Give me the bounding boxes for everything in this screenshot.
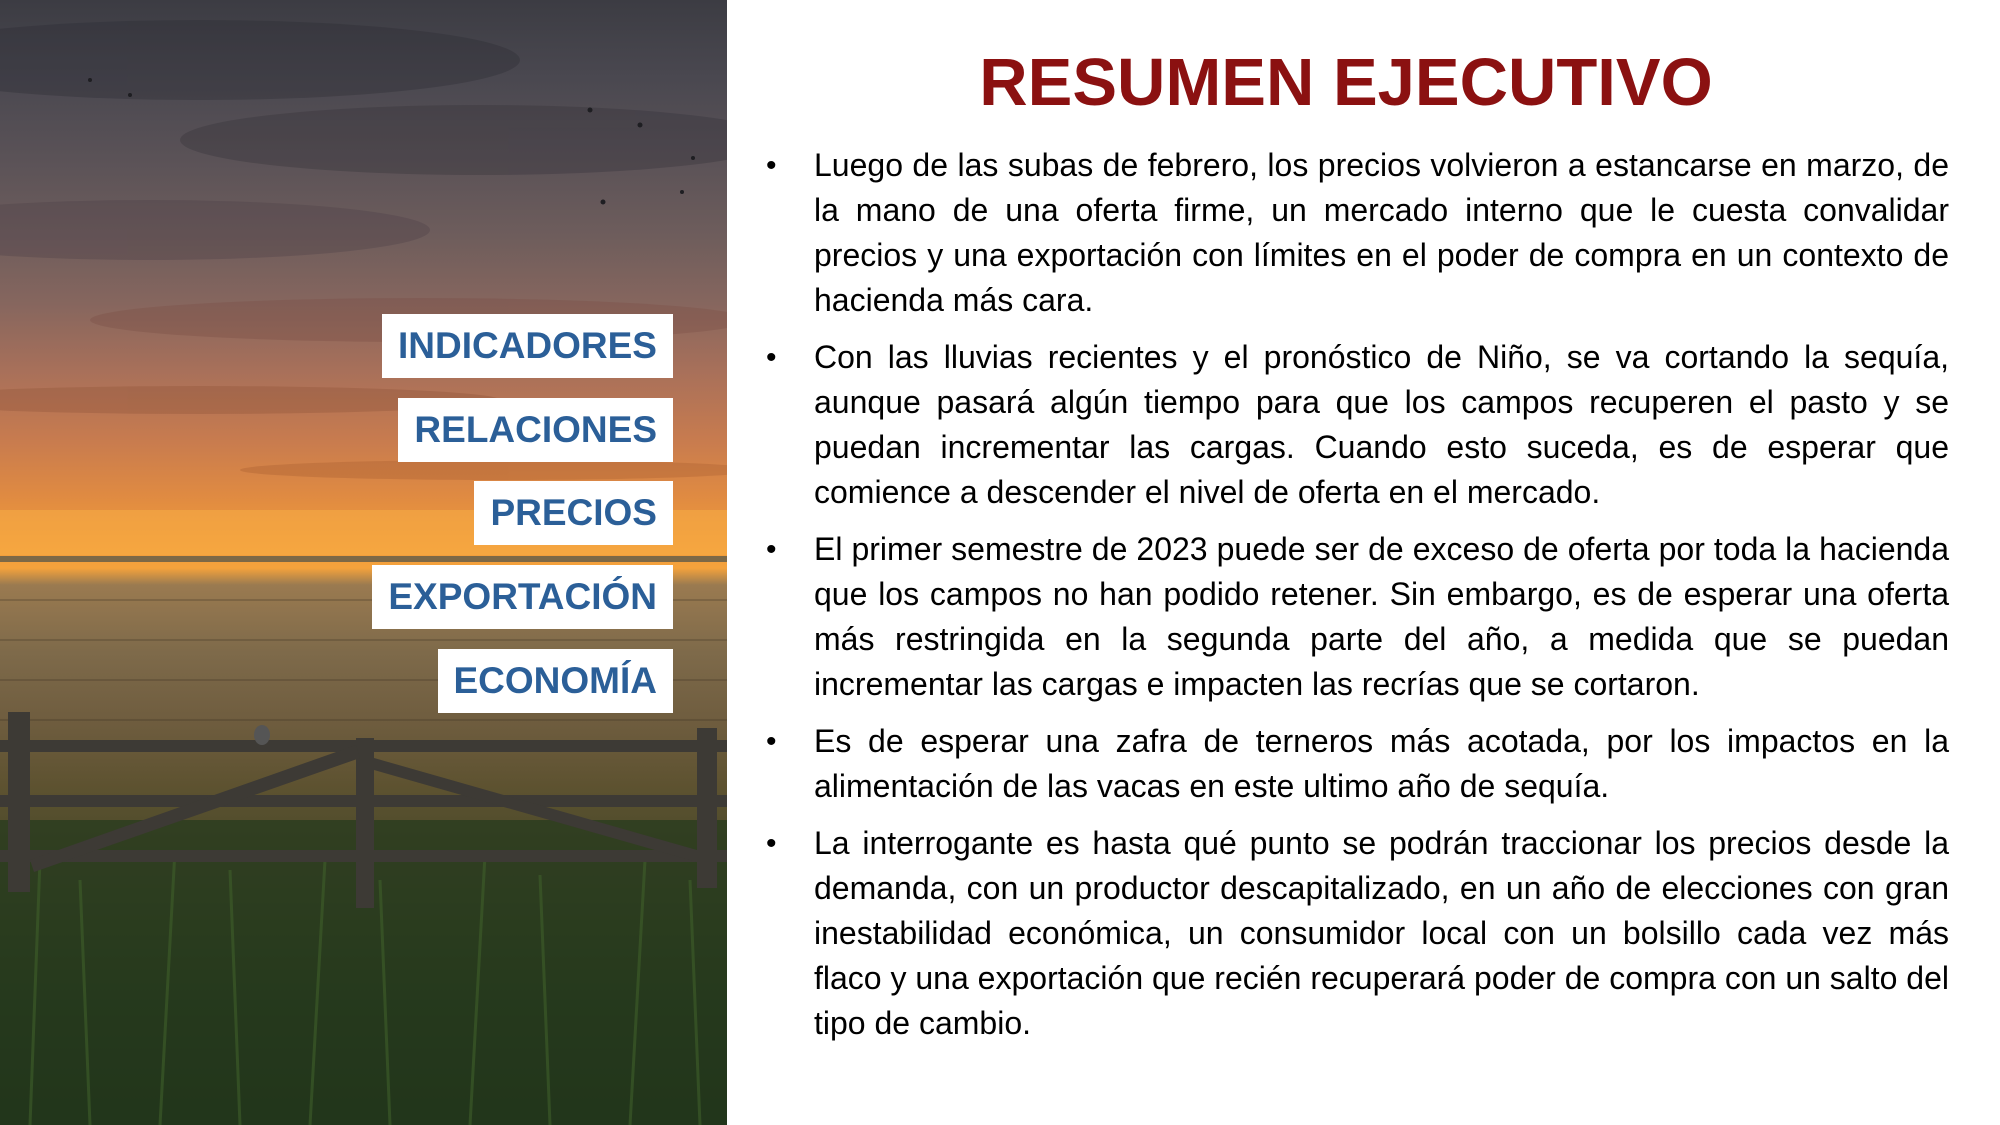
bullet-item [764, 821, 1949, 1046]
bullet-marker: • [766, 533, 777, 566]
bullet-text: Luego de las subas de febrero, los precios volvieron a estancarse en marzo, de la mano de una oferta firme, un mercado interno que le cuesta convalidar precios y una exportación con límites en el poder de compra en un contexto de hacienda más cara. [814, 147, 1949, 318]
bullet-item [764, 527, 1949, 707]
nav-precios-label: PRECIOS [490, 492, 657, 533]
page-title: RESUMEN EJECUTIVO [979, 45, 1713, 120]
bullet-marker: • [766, 341, 777, 374]
bullet-marker: • [766, 149, 777, 182]
bullet-item [764, 335, 1949, 515]
landscape-photo [0, 0, 727, 1125]
nav-economia-button[interactable] [438, 649, 674, 713]
nav-indicadores-label: INDICADORES [397, 325, 657, 366]
bullet-item [764, 719, 1949, 809]
nav-exportacion-button[interactable] [372, 565, 673, 629]
nav-exportacion-label: EXPORTACIÓN [388, 576, 657, 617]
nav-economia-label: ECONOMÍA [453, 660, 657, 701]
nav-relaciones-label: RELACIONES [414, 409, 657, 450]
bullet-marker: • [766, 725, 777, 758]
nav-relaciones-button[interactable] [398, 398, 673, 462]
nav-indicadores-button[interactable] [382, 314, 673, 378]
bullet-marker: • [766, 827, 777, 860]
sunset-field-fence-image [0, 0, 727, 1125]
bullet-text: Es de esperar una zafra de terneros más acotada, por los impactos en la alimentación de las vacas en este ultimo año de sequía. [814, 723, 1949, 804]
bullet-item [764, 143, 1949, 323]
summary-bullet-list [764, 143, 1949, 1058]
bullet-text: El primer semestre de 2023 puede ser de exceso de oferta por toda la hacienda que los campos no han podido retener. Sin embargo, es de esperar una oferta más restringida en la segunda parte del año, a medida que se puedan incrementar las cargas e impacten las recrías que se cortaron. [814, 531, 1949, 702]
bullet-text: La interrogante es hasta qué punto se podrán traccionar los precios desde la demanda, con un productor descapitalizado, en un año de elecciones con gran inestabilidad económica, un consumidor local con un bolsillo cada vez más flaco y una exportación que recién recuperará poder de compra con un salto del tipo de cambio. [814, 825, 1949, 1041]
bullet-text: Con las lluvias recientes y el pronóstico de Niño, se va cortando la sequía, aunque pasará algún tiempo para que los campos recuperen el pasto y se puedan incrementar las cargas. Cuando esto suceda, es de esperar que comience a descender el nivel de oferta en el mercado. [814, 339, 1949, 510]
nav-precios-button[interactable] [474, 481, 673, 545]
